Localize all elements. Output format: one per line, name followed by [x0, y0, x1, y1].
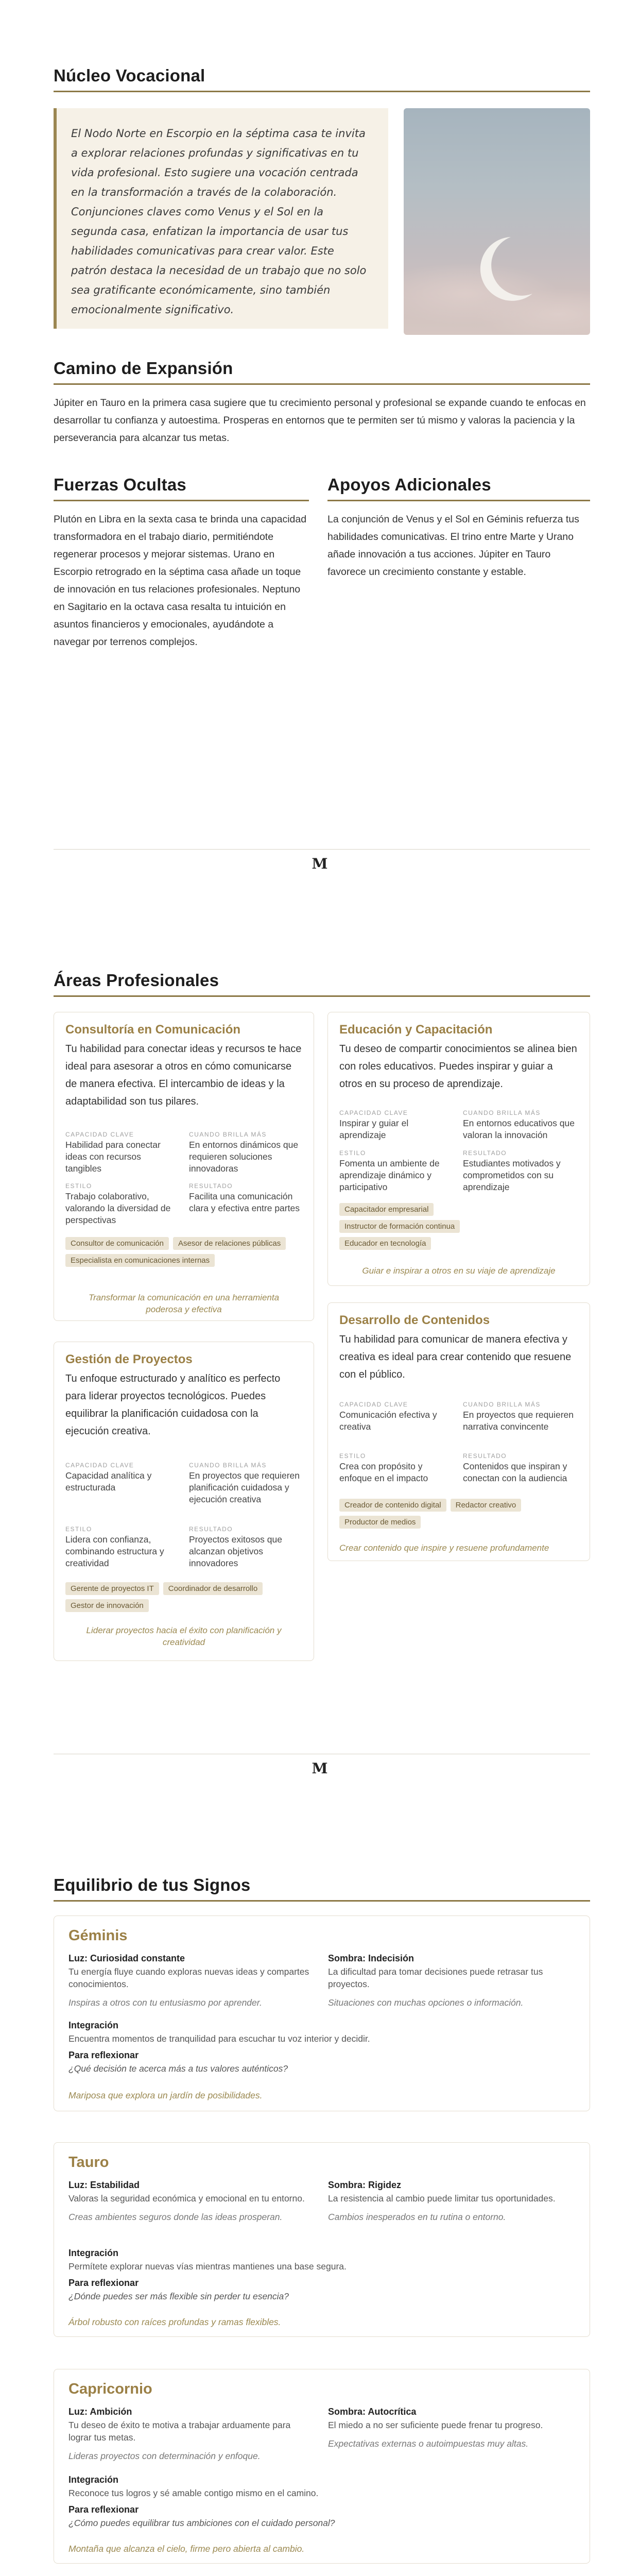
value-key: Comunicación efectiva y creativa — [339, 1410, 437, 1432]
camino-text: Júpiter en Tauro en la primera casa sugiere que tu crecimiento personal y profesional se expande cuando te enfocas en desarrollar tu confianza y autoestima. Prosperas en entornos que te permiten ser tú mismo y valoras la paciencia y la perseverancia para alcanzar tus metas. — [54, 397, 586, 444]
career-tag: Instructor de formación continua — [339, 1220, 460, 1233]
career-style — [65, 1182, 179, 1226]
sign-motto: Montaña que alcanza el cielo, firme pero abierta al cambio. — [68, 2544, 305, 2554]
brand-logo-icon: M — [312, 1760, 328, 1777]
label-result: RESULTADO — [189, 1526, 233, 1533]
career-tags — [65, 1582, 307, 1612]
sign-integration-heading: Integración — [68, 2475, 119, 2485]
sign-light — [68, 2180, 316, 2223]
sign-integration-text: Encuentra momentos de tranquilidad para escuchar tu voz interior y decidir. — [68, 2033, 370, 2044]
sign-light-text: Tu energía fluye cuando exploras nuevas ideas y compartes conocimientos. — [68, 1967, 309, 1989]
sign-motto: Árbol robusto con raíces profundas y ramas flexibles. — [68, 2317, 281, 2327]
label-key: CAPACIDAD CLAVE — [65, 1462, 134, 1469]
sign-integration-text: Permítete explorar nuevas vías mientras mantienes una base segura. — [68, 2261, 347, 2272]
sign-shadow-heading: Sombra: Indecisión — [328, 1953, 415, 1963]
fuerzas-text: Plutón en Libra en la sexta casa te brinda una capacidad transformadora en el trabajo diario, permitiéndote regenerar procesos y mejorar sistemas. Urano en Escorpio retrogrado en la séptima casa añade un toque de innovación en tus relaciones profesionales. Neptuno en Sagitario en la octava casa resalta tu intuición en asuntos financieros y emocionales, ayudándote a navegar por terrenos complejos. — [54, 514, 307, 648]
career-result — [463, 1149, 578, 1193]
sign-light-heading: Luz: Ambición — [68, 2406, 132, 2417]
value-result: Estudiantes motivados y comprometidos con su aprendizaje — [463, 1158, 561, 1192]
career-tag: Gerente de proyectos IT — [65, 1582, 159, 1595]
career-style — [339, 1452, 453, 1484]
value-shine: En proyectos que requieren narrativa convincente — [463, 1410, 574, 1432]
sign-motto: Mariposa que explora un jardín de posibilidades. — [68, 2090, 263, 2100]
section-rule — [54, 995, 590, 997]
page-divider — [54, 849, 590, 850]
career-card-desc: Tu enfoque estructurado y analítico es perfecto para liderar proyectos tecnológicos. Puedes equilibrar la planificación cuidadosa con la ejecución creativa. — [65, 1373, 281, 1437]
career-shine — [189, 1462, 302, 1505]
career-result — [463, 1452, 578, 1484]
section-title-nucleo: Núcleo Vocacional — [54, 66, 205, 85]
section-title-signos: Equilibrio de tus Signos — [54, 1875, 251, 1894]
section-title-areas: Áreas Profesionales — [54, 971, 219, 990]
label-key: CAPACIDAD CLAVE — [65, 1131, 134, 1138]
camino-section — [54, 359, 590, 447]
career-card-desc: Tu deseo de compartir conocimientos se alinea bien con roles educativos. Puedes inspirar y guiar a otros en su proceso de aprendizaje. — [339, 1043, 577, 1090]
value-style: Crea con propósito y enfoque en el impacto — [339, 1461, 428, 1483]
sign-name: Géminis — [68, 1927, 128, 1944]
label-result: RESULTADO — [189, 1182, 233, 1190]
sign-shadow-text: El miedo a no ser suficiente puede frenar tu progreso. — [328, 2420, 543, 2430]
career-key — [65, 1131, 179, 1175]
sign-reflect-heading: Para reflexionar — [68, 2050, 139, 2060]
apoyos-section — [327, 475, 590, 581]
section-rule — [54, 383, 590, 385]
career-card-title: Educación y Capacitación — [339, 1023, 493, 1037]
career-tag: Coordinador de desarrollo — [163, 1582, 263, 1595]
career-tag: Consultor de comunicación — [65, 1237, 169, 1250]
sign-light — [68, 1953, 316, 2009]
crescent-moon-image — [404, 108, 590, 335]
sign-shadow-heading: Sombra: Autocrítica — [328, 2406, 417, 2417]
value-shine: En entornos dinámicos que requieren soluciones innovadoras — [189, 1140, 299, 1174]
value-key: Inspirar y guiar el aprendizaje — [339, 1118, 409, 1140]
signos-section — [54, 1875, 590, 1902]
label-style: ESTILO — [65, 1182, 92, 1190]
sign-reflect — [68, 2504, 573, 2529]
sign-shadow — [328, 1953, 575, 2009]
vocational-quote — [54, 108, 388, 329]
career-tag: Productor de medios — [339, 1516, 421, 1529]
career-result — [189, 1182, 302, 1214]
sign-integration-text: Reconoce tus logros y sé amable contigo mismo en el camino. — [68, 2488, 319, 2498]
section-title-fuerzas: Fuerzas Ocultas — [54, 475, 186, 494]
sign-integration — [68, 2248, 573, 2273]
sign-card-tauro — [54, 2142, 590, 2337]
career-key — [339, 1109, 453, 1141]
sign-shadow — [328, 2406, 575, 2450]
career-tagline: Liderar proyectos hacia el éxito con planificación y creatividad — [86, 1625, 282, 1647]
career-tagline: Crear contenido que inspire y resuene profundamente — [339, 1543, 549, 1553]
career-tagline: Guiar e inspirar a otros en su viaje de aprendizaje — [362, 1266, 556, 1276]
sign-reflect-heading: Para reflexionar — [68, 2504, 139, 2515]
sign-shadow-example: Cambios inesperados en tu rutina o entorno. — [328, 2212, 506, 2222]
sign-shadow-heading: Sombra: Rigidez — [328, 2180, 402, 2190]
career-shine — [463, 1109, 578, 1141]
career-card-educacion — [327, 1012, 590, 1286]
sign-reflect-question: ¿Qué decisión te acerca más a tus valores auténticos? — [68, 2063, 288, 2074]
sign-light-example: Inspiras a otros con tu entusiasmo por aprender. — [68, 1997, 262, 2008]
section-title-camino: Camino de Expansión — [54, 359, 233, 378]
career-style — [65, 1526, 179, 1569]
section-rule — [54, 500, 309, 501]
sign-light-example: Creas ambientes seguros donde las ideas prosperan. — [68, 2212, 283, 2222]
sign-light-text: Tu deseo de éxito te motiva a trabajar arduamente para lograr tus metas. — [68, 2420, 291, 2443]
areas-section — [54, 971, 590, 997]
career-card-title: Gestión de Proyectos — [65, 1352, 193, 1366]
value-result: Facilita una comunicación clara y efectiva entre partes — [189, 1191, 300, 1213]
sign-shadow-example: Expectativas externas o autoimpuestas muy altas. — [328, 2438, 529, 2449]
sign-reflect-question: ¿Dónde puedes ser más flexible sin perder tu esencia? — [68, 2291, 289, 2301]
apoyos-text: La conjunción de Venus y el Sol en Géminis refuerza tus habilidades comunicativas. El trino entre Marte y Urano añade innovación a tus acciones. Júpiter en Tauro favorece un crecimiento constante y estable. — [327, 514, 579, 578]
moon-icon — [404, 108, 590, 335]
career-tag: Redactor creativo — [451, 1499, 522, 1512]
section-rule — [327, 500, 590, 501]
label-result: RESULTADO — [463, 1452, 507, 1460]
career-card-desc: Tu habilidad para conectar ideas y recursos te hace ideal para asesorar a otros en cómo comunicarse de manera efectiva. El intercambio de ideas y la adaptabilidad son tus pilares. — [65, 1043, 302, 1107]
brand-logo-icon: M — [312, 855, 328, 872]
sign-shadow — [328, 2180, 575, 2223]
sign-name: Capricornio — [68, 2381, 152, 2397]
career-shine — [463, 1401, 578, 1433]
career-card-consultoria — [54, 1012, 314, 1321]
career-style — [339, 1149, 453, 1193]
value-result: Proyectos exitosos que alcanzan objetivos innovadores — [189, 1534, 282, 1568]
sign-card-geminis — [54, 1916, 590, 2111]
career-tags — [339, 1499, 581, 1529]
sign-reflect — [68, 2278, 573, 2302]
career-tagline: Transformar la comunicación en una herramienta poderosa y efectiva — [88, 1293, 280, 1314]
value-shine: En entornos educativos que valoran la innovación — [463, 1118, 575, 1140]
sign-reflect-heading: Para reflexionar — [68, 2278, 139, 2288]
career-tags — [339, 1203, 483, 1250]
vocational-quote-text: El Nodo Norte en Escorpio en la séptima casa te invita a explorar relaciones profundas y significativas en tu vida profesional. Esto sugiere una vocación centrada en la transformación a través de la colaboración. Conjunciones claves como Venus y el Sol en la segunda casa, enfatizan la importancia de usar tus habilidades comunicativas para crear valor. Este patrón destaca la necesidad de un trabajo que no solo sea gratificante económicamente, sino también emocionalmente significativo. — [71, 127, 367, 316]
sign-integration — [68, 2475, 573, 2499]
sign-light-text: Valoras la seguridad económica y emocional en tu entorno. — [68, 2193, 305, 2204]
career-tag: Gestor de innovación — [65, 1599, 149, 1612]
value-style: Lidera con confianza, combinando estructura y creatividad — [65, 1534, 164, 1568]
section-rule — [54, 91, 590, 92]
career-card-contenidos — [327, 1302, 590, 1561]
sign-shadow-text: La resistencia al cambio puede limitar tus oportunidades. — [328, 2193, 556, 2204]
label-result: RESULTADO — [463, 1149, 507, 1157]
sign-integration-heading: Integración — [68, 2248, 119, 2258]
sign-card-capricornio — [54, 2369, 590, 2564]
career-card-title: Desarrollo de Contenidos — [339, 1313, 490, 1327]
sign-name: Tauro — [68, 2154, 109, 2171]
sign-light-heading: Luz: Curiosidad constante — [68, 1953, 185, 1963]
value-key: Habilidad para conectar ideas con recursos tangibles — [65, 1140, 161, 1174]
section-title-apoyos: Apoyos Adicionales — [327, 475, 491, 494]
sign-integration — [68, 2020, 573, 2045]
career-card-gestion — [54, 1342, 314, 1661]
career-shine — [189, 1131, 302, 1175]
career-tag: Creador de contenido digital — [339, 1499, 446, 1512]
sign-light-heading: Luz: Estabilidad — [68, 2180, 140, 2190]
sign-shadow-example: Situaciones con muchas opciones o información. — [328, 1997, 524, 2008]
career-result — [189, 1526, 302, 1569]
career-tag: Educador en tecnología — [339, 1237, 431, 1250]
value-key: Capacidad analítica y estructurada — [65, 1470, 152, 1493]
label-shine: CUANDO BRILLA MÁS — [463, 1109, 541, 1116]
value-style: Fomenta un ambiente de aprendizaje dinámico y participativo — [339, 1158, 440, 1192]
sign-light — [68, 2406, 316, 2462]
career-key — [65, 1462, 179, 1494]
career-key — [339, 1401, 453, 1433]
value-style: Trabajo colaborativo, valorando la diversidad de perspectivas — [65, 1191, 171, 1225]
label-shine: CUANDO BRILLA MÁS — [189, 1131, 267, 1138]
label-shine: CUANDO BRILLA MÁS — [189, 1462, 267, 1469]
label-key: CAPACIDAD CLAVE — [339, 1109, 408, 1116]
label-shine: CUANDO BRILLA MÁS — [463, 1401, 541, 1408]
sign-shadow-text: La dificultad para tomar decisiones puede retrasar tus proyectos. — [328, 1967, 543, 1989]
label-style: ESTILO — [339, 1149, 366, 1157]
section-rule — [54, 1900, 590, 1902]
sign-reflect — [68, 2050, 573, 2075]
career-tags — [65, 1237, 302, 1267]
nucleo-section — [54, 66, 590, 92]
career-tag: Especialista en comunicaciones internas — [65, 1254, 215, 1267]
sign-integration-heading: Integración — [68, 2020, 119, 2030]
label-style: ESTILO — [65, 1526, 92, 1533]
sign-light-example: Lideras proyectos con determinación y enfoque. — [68, 2451, 261, 2461]
label-style: ESTILO — [339, 1452, 366, 1460]
value-shine: En proyectos que requieren planificación cuidadosa y ejecución creativa — [189, 1470, 300, 1504]
career-card-title: Consultoría en Comunicación — [65, 1023, 241, 1037]
sign-reflect-question: ¿Cómo puedes equilibrar tus ambiciones con el cuidado personal? — [68, 2518, 335, 2528]
career-card-desc: Tu habilidad para comunicar de manera efectiva y creativa es ideal para crear contenido que resuene con el público. — [339, 1334, 572, 1380]
career-tag: Capacitador empresarial — [339, 1203, 434, 1216]
career-tag: Asesor de relaciones públicas — [173, 1237, 286, 1250]
label-key: CAPACIDAD CLAVE — [339, 1401, 408, 1408]
fuerzas-section — [54, 475, 309, 651]
value-result: Contenidos que inspiran y conectan con la audiencia — [463, 1461, 567, 1483]
